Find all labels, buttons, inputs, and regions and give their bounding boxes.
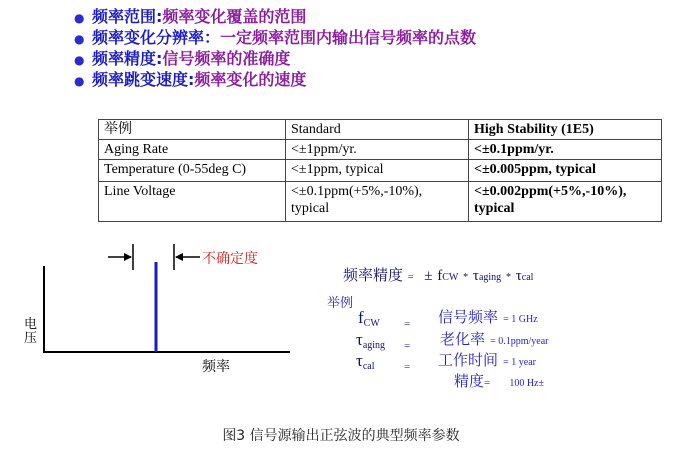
bullet-definition: 信号频率的准确度 <box>162 49 291 68</box>
example-eq-sign: = <box>404 361 411 373</box>
example-value: = 1 GHz <box>503 314 538 325</box>
bullet-dot-icon: ● <box>74 11 85 25</box>
bullet-definition: 一定频率范围内输出信号频率的点数 <box>220 28 477 47</box>
bullet-term: 频率范围 <box>92 7 157 26</box>
bullet-dot-icon: ● <box>74 53 85 67</box>
table-cell: <±1ppm/yr. <box>286 140 469 160</box>
example-symbol: τ <box>356 330 363 349</box>
table-cell: <±1ppm, typical <box>286 160 469 182</box>
example-title: 举例 <box>327 296 354 311</box>
accuracy-formula <box>343 264 533 285</box>
example-name: 信号频率 <box>438 308 499 326</box>
formula-tau: τ <box>472 268 479 284</box>
bullet-item <box>74 48 634 69</box>
accuracy-result-row <box>454 370 544 391</box>
table-cell: <±0.005ppm, typical <box>469 160 662 182</box>
table-cell: Aging Rate <box>99 140 286 160</box>
table-cell: Temperature (0-55deg C) <box>99 160 286 182</box>
formula-eq: = <box>407 272 414 283</box>
accuracy-pm: ± <box>538 378 544 389</box>
example-eq <box>404 312 410 331</box>
table-row <box>99 182 662 222</box>
formula-cal-sub: cal <box>521 272 534 283</box>
table-cell: <±0.1ppm/yr. <box>469 140 662 160</box>
table-header-cell: High Stability (1E5) <box>469 120 662 140</box>
example-subscript: CW <box>363 318 380 329</box>
formula-tau: τ <box>515 268 522 284</box>
arrow-left-icon <box>175 253 183 261</box>
bullet-term: 频率变化分辨率 <box>92 28 205 47</box>
example-name: 老化率 <box>440 330 486 348</box>
formula-times: * <box>463 272 469 283</box>
uncertainty-label: 不确定度 <box>202 251 258 267</box>
table-cell: <±0.1ppm(+5%,-10%), typical <box>286 182 469 222</box>
example-row <box>358 308 380 329</box>
example-eq-sign: = <box>404 318 411 330</box>
accuracy-value: 100 Hz <box>509 378 539 389</box>
example-eq <box>404 355 410 374</box>
accuracy-eq: = <box>484 377 491 389</box>
example-name-row <box>438 306 538 327</box>
bullet-item <box>74 6 634 27</box>
bullet-item <box>74 27 634 48</box>
spec-table <box>98 119 662 222</box>
example-eq <box>404 334 410 353</box>
bullet-term: 频率精度 <box>92 49 157 68</box>
formula-pm: ± <box>424 268 433 284</box>
table-header-row <box>99 120 662 140</box>
table-row <box>99 140 662 160</box>
table-cell: Line Voltage <box>99 182 286 222</box>
bullet-list <box>74 6 634 90</box>
example-symbol: τ <box>356 351 363 370</box>
example-name-row <box>438 349 536 370</box>
formula-f: f <box>437 268 443 284</box>
example-subscript: aging <box>362 340 386 351</box>
table-header-cell: 举例 <box>99 120 286 140</box>
bullet-sep: : <box>156 7 163 26</box>
table-row <box>99 160 662 182</box>
y-axis-label: 电压 <box>24 317 38 346</box>
example-name: 工作时间 <box>438 351 499 369</box>
arrow-right-icon <box>124 253 132 261</box>
example-subscript: cal <box>362 361 375 372</box>
figure-caption: 图3 信号源输出正弦波的典型频率参数 <box>222 428 460 444</box>
bullet-sep: ： <box>204 28 221 47</box>
bullet-sep: : <box>156 49 163 68</box>
formula-times: * <box>505 272 511 283</box>
bullet-definition: 频率变化的速度 <box>194 70 307 89</box>
x-axis-label: 频率 <box>202 359 230 375</box>
formula-lhs: 频率精度 <box>343 266 404 284</box>
accuracy-name: 精度 <box>454 372 485 390</box>
example-row <box>356 330 385 351</box>
bullet-dot-icon: ● <box>74 32 85 46</box>
example-row <box>356 351 375 372</box>
bullet-sep: : <box>188 70 195 89</box>
bullet-item <box>74 69 634 90</box>
table-cell: <±0.002ppm(+5%,-10%), typical <box>469 182 662 222</box>
formula-aging-sub: aging <box>478 272 502 283</box>
bullet-term: 频率跳变速度 <box>92 70 189 89</box>
example-symbol: f <box>358 308 364 327</box>
formula-f-sub: CW <box>442 272 459 283</box>
bullet-dot-icon: ● <box>74 74 85 88</box>
example-value: = 1 year <box>503 357 536 368</box>
bullet-definition: 频率变化覆盖的范围 <box>162 7 307 26</box>
table-header-cell: Standard <box>286 120 469 140</box>
example-name-row <box>440 328 549 349</box>
example-eq-sign: = <box>404 340 411 352</box>
example-value: = 0.1ppm/year <box>490 336 549 347</box>
